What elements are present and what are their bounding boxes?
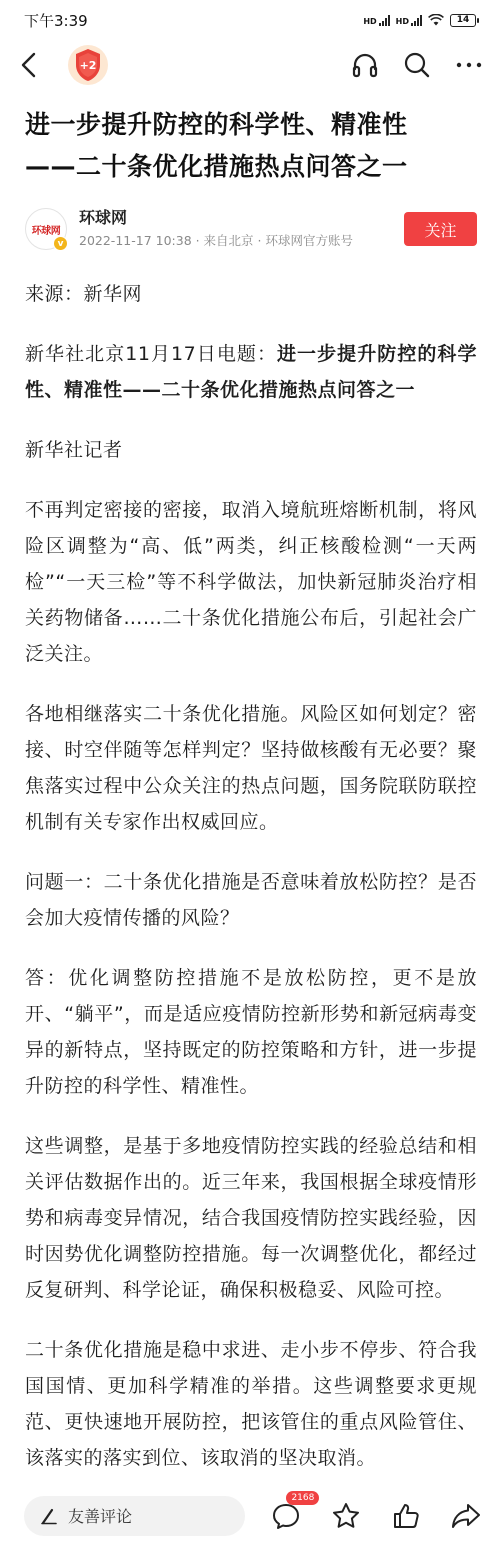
source-line: 来源：新华网 <box>25 283 143 305</box>
wifi-icon <box>428 14 444 26</box>
share-button[interactable] <box>447 1496 486 1536</box>
headphones-icon <box>351 51 379 79</box>
reporter-line: 新华社记者 <box>25 439 123 461</box>
nav-bar <box>0 40 500 90</box>
battery-level: 14 <box>456 15 470 25</box>
comments-button[interactable] <box>266 1492 315 1536</box>
back-button[interactable] <box>14 50 44 80</box>
article-title-line2: ——二十条优化措施热点问答之一 <box>25 152 408 181</box>
search-icon <box>403 51 431 79</box>
signal-icon-2 <box>396 14 422 26</box>
comment-placeholder: 友善评论 <box>68 1507 133 1526</box>
signal-hd-label: HD <box>363 17 377 26</box>
author-logo: 环球网 <box>31 225 61 237</box>
status-icons <box>363 14 476 27</box>
signal-icon <box>363 14 389 26</box>
status-bar <box>0 0 500 40</box>
author-row <box>25 206 477 252</box>
listen-button[interactable] <box>348 48 382 82</box>
bottom-action-bar <box>0 1476 500 1555</box>
battery-icon <box>450 14 476 27</box>
dateline-title: 进一步提升防控的科学性、精准性——二十条优化措施热点问答之一 <box>25 343 477 401</box>
author-name[interactable]: 环球网 <box>79 208 128 227</box>
paragraph: 二十条优化措施是稳中求进、走小步不停步、符合我国国情、更加科学精准的举措。这些调整要求更规范、更快速地开展防控，把该管住的重点风险管住、该落实的落实到位、该取消的坚决取消。 <box>25 1339 477 1469</box>
author-avatar[interactable] <box>25 208 67 250</box>
share-arrow-icon <box>450 1501 482 1531</box>
like-button[interactable] <box>387 1496 426 1536</box>
article-title-line1: 进一步提升防控的科学性、精准性 <box>25 110 408 139</box>
pen-icon <box>40 1507 58 1525</box>
thumbs-up-icon <box>391 1501 421 1531</box>
article-title <box>25 104 475 188</box>
comment-count-badge: 2168 <box>286 1491 319 1505</box>
search-button[interactable] <box>400 48 434 82</box>
chevron-left-icon <box>20 52 38 78</box>
paragraph: 这些调整，是基于多地疫情防控实践的经验总结和相关评估数据作出的。近三年来，我国根据全球疫情形势和病毒变异情况，结合我国疫情防控实践经验，因时因势优化调整防控措施。每一次调整优化，都经过反复研判、科学论证，确保积极稳妥、风险可控。 <box>25 1135 477 1301</box>
signal-hd-label-2: HD <box>395 17 409 26</box>
comment-input[interactable] <box>24 1496 245 1536</box>
status-time: 下午3:39 <box>24 11 88 30</box>
verified-badge-icon: v <box>53 236 68 251</box>
paragraph: 问题一：二十条优化措施是否意味着放松防控？是否会加大疫情传播的风险？ <box>25 871 477 929</box>
article-body <box>25 276 477 1476</box>
publish-meta: 2022-11-17 10:38 · 来自北京 · 环球网官方账号 <box>79 233 353 248</box>
more-dots-icon <box>455 51 483 79</box>
dateline <box>25 336 477 408</box>
paragraph: 答：优化调整防控措施不是放松防控，更不是放开、“躺平”，而是适应疫情防控新形势和新冠病毒变异的新特点，坚持既定的防控策略和方针，进一步提升防控的科学性、精准性。 <box>25 967 477 1097</box>
paragraph: 不再判定密接的密接，取消入境航班熔断机制，将风险区调整为“高、低”两类，纠正核酸检测“一天两检”“一天三检”等不科学做法，加快新冠肺炎治疗相关药物储备……二十条优化措施公布后，引起社会广泛关注。 <box>25 499 477 665</box>
favorite-button[interactable] <box>327 1496 366 1536</box>
level-badge[interactable] <box>62 43 114 87</box>
star-icon <box>331 1501 361 1531</box>
comment-bubble-icon <box>271 1501 301 1531</box>
more-button[interactable] <box>452 48 486 82</box>
author-info <box>79 207 404 251</box>
paragraph: 各地相继落实二十条优化措施。风险区如何划定？密接、时空伴随等怎样判定？坚持做核酸有无必要？聚焦落实过程中公众关注的热点问题，国务院联防联控机制有关专家作出权威回应。 <box>25 703 477 833</box>
level-badge-text: +2 <box>79 58 97 72</box>
follow-button[interactable]: 关注 <box>404 212 477 246</box>
dateline-prefix: 新华社北京11月17日电题： <box>25 343 277 365</box>
